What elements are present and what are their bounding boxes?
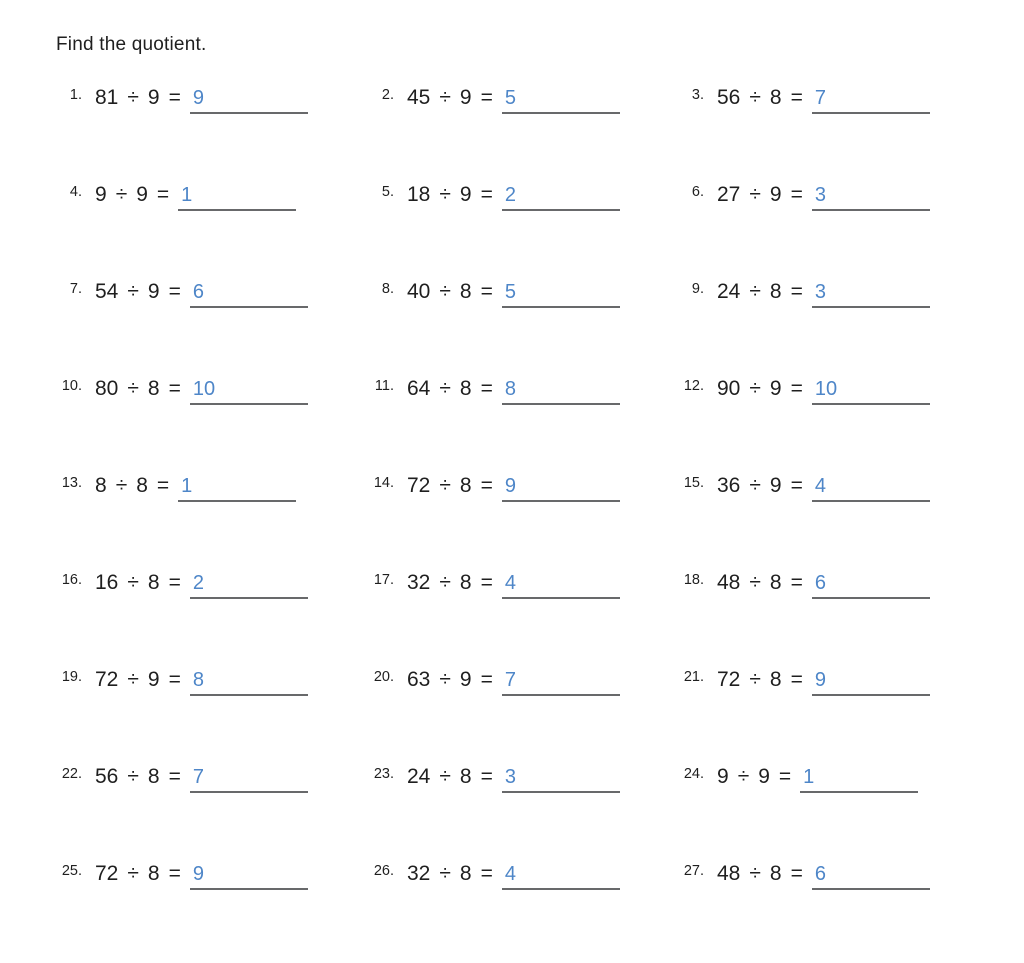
problem-expression	[407, 86, 620, 114]
answer-text: 2	[504, 184, 516, 206]
problem-number: 9.	[691, 281, 704, 297]
problem-expression	[95, 280, 308, 308]
problem-number: 11.	[374, 378, 394, 394]
problem-item	[368, 668, 678, 765]
answer-text: 9	[192, 863, 204, 885]
dividend: 48	[717, 571, 741, 594]
equals-sign: =	[480, 765, 493, 788]
answer-text: 3	[504, 766, 516, 788]
problem-expression	[407, 474, 620, 502]
answer-text: 2	[192, 572, 204, 594]
divisor: 8	[459, 377, 472, 400]
equals-sign: =	[790, 377, 803, 400]
problem-item	[678, 280, 970, 377]
division-sign: ÷	[127, 765, 139, 788]
division-sign: ÷	[439, 571, 451, 594]
problem-item	[56, 377, 368, 474]
problem-expression	[717, 571, 930, 599]
problem-expression	[95, 668, 308, 696]
answer-field[interactable]	[502, 862, 620, 890]
problem-number: 8.	[381, 281, 394, 297]
equals-sign: =	[480, 377, 493, 400]
dividend: 72	[407, 474, 431, 497]
problem-item	[678, 377, 970, 474]
problem-expression	[717, 765, 918, 793]
problem-expression	[407, 765, 620, 793]
problem-item	[368, 377, 678, 474]
divisor: 9	[758, 765, 770, 788]
problem-item	[56, 86, 368, 183]
problem-item	[678, 862, 970, 959]
divisor: 8	[136, 474, 148, 497]
problem-number: 27.	[683, 863, 704, 879]
problem-expression	[95, 183, 296, 211]
problem-expression	[717, 862, 930, 890]
worksheet-title: Find the quotient.	[56, 34, 207, 55]
problem-expression	[407, 668, 620, 696]
division-sign: ÷	[749, 571, 761, 594]
division-sign: ÷	[127, 86, 139, 109]
answer-text: 7	[814, 87, 826, 109]
dividend: 56	[95, 765, 119, 788]
problem-number: 19.	[61, 669, 82, 685]
problem-expression	[717, 183, 930, 211]
divisor: 9	[769, 474, 782, 497]
division-sign: ÷	[749, 280, 761, 303]
problem-item	[678, 183, 970, 280]
divisor: 8	[769, 862, 782, 885]
divisor: 8	[769, 668, 782, 691]
division-sign: ÷	[127, 377, 139, 400]
answer-field[interactable]	[502, 474, 620, 502]
problem-number: 23.	[373, 766, 394, 782]
problem-expression	[407, 571, 620, 599]
divisor: 8	[147, 862, 160, 885]
answer-field[interactable]	[812, 862, 930, 890]
division-sign: ÷	[439, 862, 451, 885]
dividend: 54	[95, 280, 119, 303]
answer-field[interactable]	[502, 571, 620, 599]
equals-sign: =	[168, 280, 181, 303]
problem-item	[56, 571, 368, 668]
equals-sign: =	[168, 668, 181, 691]
dividend: 72	[717, 668, 741, 691]
equals-sign: =	[790, 571, 803, 594]
problem-number: 16.	[61, 572, 82, 588]
answer-text: 4	[814, 475, 826, 497]
answer-text: 1	[181, 475, 193, 497]
dividend: 48	[717, 862, 741, 885]
problem-number: 22.	[61, 766, 82, 782]
answer-text: 8	[192, 669, 204, 691]
division-sign: ÷	[737, 765, 750, 788]
divisor: 8	[459, 571, 472, 594]
answer-field[interactable]	[502, 86, 620, 114]
problem-number: 1.	[69, 87, 82, 103]
problem-expression	[95, 571, 308, 599]
problem-number: 7.	[69, 281, 82, 297]
dividend: 9	[717, 765, 729, 788]
problem-expression	[407, 377, 620, 405]
problem-number: 14.	[373, 475, 394, 491]
problem-number: 26.	[373, 863, 394, 879]
dividend: 56	[717, 86, 741, 109]
answer-text: 5	[504, 87, 516, 109]
division-sign: ÷	[127, 862, 139, 885]
answer-text: 9	[192, 87, 204, 109]
equals-sign: =	[168, 86, 181, 109]
answer-text: 3	[814, 184, 826, 206]
problem-number: 15.	[683, 475, 704, 491]
answer-field[interactable]	[812, 571, 930, 599]
problem-number: 25.	[61, 863, 82, 879]
answer-text: 4	[504, 863, 516, 885]
equals-sign: =	[790, 183, 803, 206]
answer-field[interactable]	[502, 668, 620, 696]
divisor: 8	[459, 765, 472, 788]
division-sign: ÷	[115, 474, 128, 497]
answer-text: 8	[504, 378, 516, 400]
problem-expression	[95, 377, 308, 405]
equals-sign: =	[480, 862, 493, 885]
dividend: 27	[717, 183, 741, 206]
answer-field[interactable]	[190, 86, 308, 114]
dividend: 9	[95, 183, 107, 206]
answer-text: 1	[803, 766, 815, 788]
division-sign: ÷	[749, 474, 761, 497]
equals-sign: =	[480, 668, 493, 691]
problem-item	[678, 86, 970, 183]
problem-item	[678, 668, 970, 765]
division-sign: ÷	[749, 377, 761, 400]
problem-item	[368, 862, 678, 959]
problem-number: 24.	[683, 766, 704, 782]
equals-sign: =	[790, 280, 803, 303]
problem-expression	[95, 862, 308, 890]
divisor: 8	[769, 571, 782, 594]
problem-expression	[407, 183, 620, 211]
divisor: 9	[459, 183, 472, 206]
divisor: 8	[769, 86, 782, 109]
answer-text: 6	[814, 863, 826, 885]
answer-field[interactable]	[800, 765, 918, 793]
answer-field[interactable]	[812, 474, 930, 502]
problem-item	[368, 280, 678, 377]
answer-field[interactable]	[178, 183, 296, 211]
divisor: 8	[459, 474, 472, 497]
answer-field[interactable]	[812, 377, 930, 405]
problem-expression	[717, 474, 930, 502]
division-sign: ÷	[749, 183, 761, 206]
division-sign: ÷	[439, 474, 451, 497]
answer-text: 1	[181, 184, 193, 206]
division-sign: ÷	[439, 668, 451, 691]
divisor: 8	[147, 765, 160, 788]
problem-item	[678, 474, 970, 571]
division-sign: ÷	[127, 571, 139, 594]
dividend: 36	[717, 474, 741, 497]
division-sign: ÷	[115, 183, 128, 206]
problem-expression	[407, 862, 620, 890]
problem-expression	[717, 377, 930, 405]
dividend: 24	[717, 280, 741, 303]
answer-text: 7	[192, 766, 204, 788]
problem-item	[56, 862, 368, 959]
division-sign: ÷	[749, 86, 761, 109]
division-sign: ÷	[439, 280, 451, 303]
answer-field[interactable]	[190, 765, 308, 793]
problem-item	[56, 765, 368, 862]
divisor: 8	[147, 377, 160, 400]
equals-sign: =	[156, 474, 170, 497]
problem-number: 10.	[61, 378, 82, 394]
problem-number: 12.	[683, 378, 704, 394]
answer-field[interactable]	[190, 862, 308, 890]
dividend: 90	[717, 377, 741, 400]
answer-field[interactable]	[812, 280, 930, 308]
problem-number: 18.	[683, 572, 704, 588]
divisor: 9	[459, 86, 472, 109]
divisor: 9	[147, 280, 160, 303]
problem-item	[368, 765, 678, 862]
answer-field[interactable]	[178, 474, 296, 502]
division-sign: ÷	[439, 765, 451, 788]
answer-field[interactable]	[502, 377, 620, 405]
problem-number: 3.	[691, 87, 704, 103]
problem-number: 4.	[69, 184, 82, 200]
problem-item	[368, 86, 678, 183]
divisor: 9	[147, 86, 160, 109]
equals-sign: =	[480, 86, 493, 109]
problem-item	[56, 668, 368, 765]
equals-sign: =	[778, 765, 792, 788]
equals-sign: =	[168, 862, 181, 885]
problem-number: 17.	[373, 572, 394, 588]
division-sign: ÷	[749, 862, 761, 885]
answer-text: 7	[504, 669, 516, 691]
divisor: 9	[769, 183, 782, 206]
problem-item	[368, 571, 678, 668]
divisor: 9	[459, 668, 472, 691]
answer-text: 10	[814, 378, 838, 400]
dividend: 16	[95, 571, 119, 594]
answer-text: 3	[814, 281, 826, 303]
answer-text: 9	[504, 475, 516, 497]
dividend: 32	[407, 862, 431, 885]
problem-item	[56, 280, 368, 377]
problem-number: 5.	[381, 184, 394, 200]
answer-field[interactable]	[502, 765, 620, 793]
problem-item	[678, 571, 970, 668]
equals-sign: =	[156, 183, 170, 206]
problem-number: 21.	[683, 669, 704, 685]
dividend: 18	[407, 183, 431, 206]
equals-sign: =	[790, 474, 803, 497]
problem-expression	[717, 280, 930, 308]
divisor: 8	[459, 280, 472, 303]
divisor: 9	[136, 183, 148, 206]
equals-sign: =	[790, 86, 803, 109]
divisor: 9	[769, 377, 782, 400]
dividend: 40	[407, 280, 431, 303]
division-sign: ÷	[127, 668, 139, 691]
problems-grid	[56, 86, 970, 959]
answer-text: 6	[814, 572, 826, 594]
equals-sign: =	[480, 280, 493, 303]
problem-expression	[95, 86, 308, 114]
answer-field[interactable]	[190, 668, 308, 696]
problem-number: 20.	[373, 669, 394, 685]
dividend: 81	[95, 86, 119, 109]
answer-field[interactable]	[190, 571, 308, 599]
problem-number: 2.	[381, 87, 394, 103]
answer-text: 5	[504, 281, 516, 303]
answer-text: 10	[192, 378, 216, 400]
dividend: 72	[95, 862, 119, 885]
answer-text: 9	[814, 669, 826, 691]
equals-sign: =	[168, 765, 181, 788]
answer-field[interactable]	[812, 86, 930, 114]
problem-number: 6.	[691, 184, 704, 200]
problem-number: 13.	[61, 475, 82, 491]
divisor: 8	[147, 571, 160, 594]
dividend: 64	[407, 377, 431, 400]
division-sign: ÷	[749, 668, 761, 691]
problem-expression	[95, 765, 308, 793]
answer-field[interactable]	[190, 280, 308, 308]
dividend: 32	[407, 571, 431, 594]
dividend: 80	[95, 377, 119, 400]
equals-sign: =	[168, 377, 181, 400]
division-sign: ÷	[439, 183, 451, 206]
dividend: 24	[407, 765, 431, 788]
equals-sign: =	[480, 474, 493, 497]
answer-field[interactable]	[502, 280, 620, 308]
division-sign: ÷	[439, 86, 451, 109]
dividend: 8	[95, 474, 107, 497]
problem-item	[678, 765, 970, 862]
division-sign: ÷	[439, 377, 451, 400]
equals-sign: =	[168, 571, 181, 594]
answer-field[interactable]	[190, 377, 308, 405]
equals-sign: =	[790, 862, 803, 885]
problem-item	[56, 183, 368, 280]
problem-expression	[95, 474, 296, 502]
problem-expression	[717, 668, 930, 696]
problem-expression	[717, 86, 930, 114]
answer-field[interactable]	[502, 183, 620, 211]
problem-item	[368, 183, 678, 280]
divisor: 8	[459, 862, 472, 885]
problem-item	[368, 474, 678, 571]
answer-text: 4	[504, 572, 516, 594]
problem-item	[56, 474, 368, 571]
divisor: 9	[147, 668, 160, 691]
answer-field[interactable]	[812, 668, 930, 696]
dividend: 45	[407, 86, 431, 109]
dividend: 72	[95, 668, 119, 691]
dividend: 63	[407, 668, 431, 691]
problem-expression	[407, 280, 620, 308]
equals-sign: =	[790, 668, 803, 691]
division-sign: ÷	[127, 280, 139, 303]
answer-text: 6	[192, 281, 204, 303]
divisor: 8	[769, 280, 782, 303]
equals-sign: =	[480, 183, 493, 206]
answer-field[interactable]	[812, 183, 930, 211]
equals-sign: =	[480, 571, 493, 594]
